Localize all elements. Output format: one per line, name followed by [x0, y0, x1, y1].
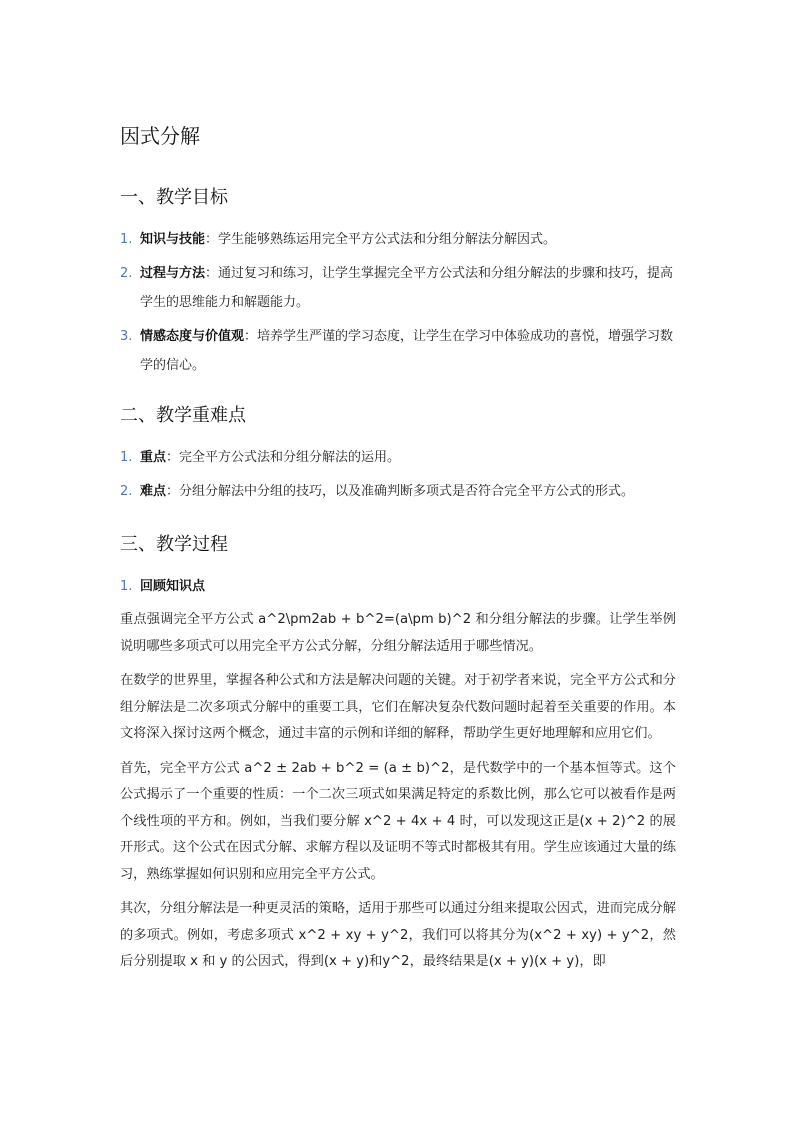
item-label: 过程与方法 [140, 266, 206, 281]
document-page [120, 118, 676, 976]
key-points-list [120, 443, 676, 506]
list-number: 2. [120, 266, 133, 281]
list-item [120, 225, 676, 254]
item-text: ：通过复习和练习，让学生掌握完全平方公式法和分组分解法的步骤和技巧，提高学生的思维能力和解题能力。 [140, 266, 674, 310]
paragraph: 首先，完全平方公式 a^2 ± 2ab + b^2 = (a ± b)^2，是代数学中的一个基本恒等式。这个公式揭示了一个重要的性质：一个二次三项式如果满足特定的系数比例，那么它可以被看作是两个线性项的平方和。例如，当我们要分解 x^2 + 4x + 4 时，可以发现这正是(x + 2)^2 的展开形式。这个公式在因式分解、求解方程以及证明不等式时都极其有用。学生应该通过大量的练习，熟练掌握如何识别和应用完全平方公式。 [120, 760, 676, 882]
section-heading: 三、教学过程 [120, 534, 228, 555]
process-list [120, 572, 676, 601]
item-text: ：培养学生严谨的学习态度，让学生在学习中体验成功的喜悦，增强学习数学的信心。 [140, 329, 674, 373]
section-teaching-process [120, 530, 676, 976]
item-label: 重点 [140, 450, 167, 465]
list-number: 2. [120, 484, 133, 499]
objectives-list [120, 225, 676, 380]
list-item [120, 572, 676, 601]
item-text: ：分组分解法中分组的技巧，以及准确判断多项式是否符合完全平方公式的形式。 [166, 484, 635, 499]
section-heading: 二、教学重难点 [120, 405, 246, 426]
section-key-difficult-points [120, 401, 676, 506]
item-label: 回顾知识点 [140, 579, 206, 594]
item-label: 情感态度与价值观 [140, 329, 245, 344]
section-teaching-objectives [120, 183, 676, 380]
list-number: 3. [120, 329, 133, 344]
paragraph: 重点强调完全平方公式 a^2\pm2ab + b^2=(a\pm b)^2 和分组分解法的步骤。让学生举例说明哪些多项式可以用完全平方公式分解，分组分解法适用于哪些情况。 [120, 612, 676, 654]
list-item [120, 259, 676, 317]
list-item [120, 443, 676, 472]
list-item [120, 322, 676, 380]
section-heading: 一、教学目标 [120, 187, 228, 208]
list-number: 1. [120, 450, 133, 465]
list-item [120, 477, 676, 506]
item-label: 知识与技能 [140, 232, 206, 247]
paragraph: 其次，分组分解法是一种更灵活的策略，适用于那些可以通过分组来提取公因式，进而完成分解的多项式。例如，考虑多项式 x^2 + xy + y^2，我们可以将其分为(x^2 + xy) + y^2，然后分别提取 x 和 y 的公因式，得到(x + y)和y^2，最终结果是(x + y)(x + y)，即 [120, 901, 676, 969]
list-number: 1. [120, 579, 133, 594]
item-text: ：完全平方公式法和分组分解法的运用。 [166, 450, 401, 465]
item-text: ：学生能够熟练运用完全平方公式法和分组分解法分解因式。 [205, 232, 557, 247]
document-title: 因式分解 [120, 124, 200, 148]
list-number: 1. [120, 232, 133, 247]
item-label: 难点 [140, 484, 167, 499]
paragraph: 在数学的世界里，掌握各种公式和方法是解决问题的关键。对于初学者来说，完全平方公式和分组分解法是二次多项式分解中的重要工具，它们在解决复杂代数问题时起着至关重要的作用。本文将深入探讨这两个概念，通过丰富的示例和详细的解释，帮助学生更好地理解和应用它们。 [120, 673, 676, 741]
